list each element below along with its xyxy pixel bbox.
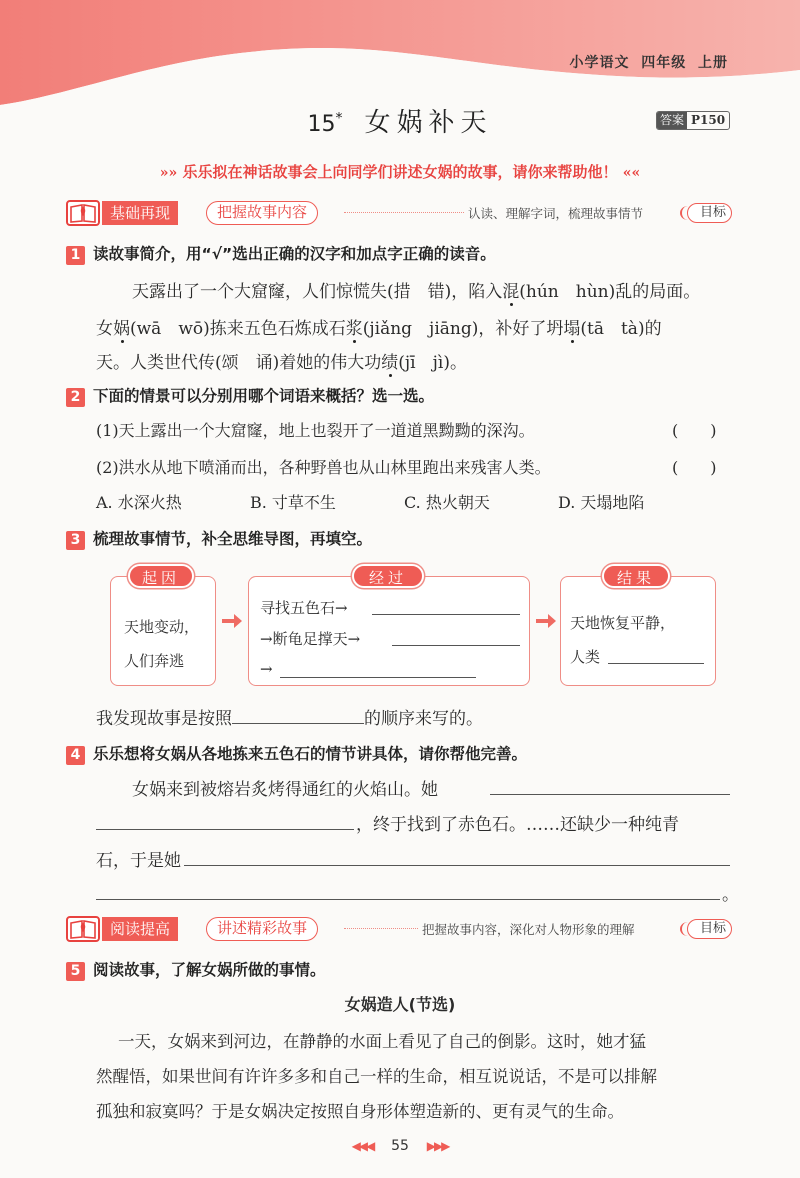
q2-option-d: D. 天塌地陷 bbox=[558, 493, 645, 512]
prev-arrows-icon: ◀◀◀ bbox=[351, 1139, 374, 1153]
book-icon bbox=[66, 916, 100, 942]
mindmap-result-label: 结果 bbox=[602, 564, 670, 588]
question-2 bbox=[66, 384, 434, 407]
mindmap-process-line-3: → bbox=[260, 660, 273, 678]
goal-tag: 目标 bbox=[687, 919, 732, 939]
q4-blank-2[interactable] bbox=[96, 829, 354, 830]
question-number: 1 bbox=[66, 246, 85, 265]
textbook-info: 小学语文 四年级 上册 bbox=[569, 55, 728, 71]
mindmap-result-line-2: 人类 bbox=[570, 648, 601, 666]
mindmap-cause-label: 起因 bbox=[128, 564, 194, 588]
q2-option-a: A. 水深火热 bbox=[96, 493, 182, 512]
section-goal: 认读、理解字词，梳理故事情节 bbox=[468, 206, 644, 221]
task-banner: »» 乐乐拟在神话故事会上向同学们讲述女娲的故事，请你来帮助他！ «« bbox=[159, 163, 641, 181]
lesson-title: 女娲补天 bbox=[364, 108, 493, 138]
q3-fill-sentence: 我发现故事是按照 的顺序来写的。 bbox=[96, 709, 483, 729]
question-number: 5 bbox=[66, 962, 85, 981]
mindmap-process-line-2: →断龟足撑天→ bbox=[260, 630, 361, 648]
question-4 bbox=[66, 742, 527, 765]
question-3 bbox=[66, 527, 372, 550]
goal-tag: 目标 bbox=[687, 203, 732, 223]
q1-line-1: 天露出了一个大窟窿，人们惊慌失(措 错)，陷入混(hún hùn)乱的局面。 bbox=[132, 282, 701, 302]
q1-line-2: 女娲(wā wō)拣来五色石炼成石浆(jiǎng jiāng)，补好了坍塌(tā tà)的 bbox=[96, 319, 662, 339]
question-5 bbox=[66, 958, 326, 981]
answer-page: P150 bbox=[691, 113, 726, 127]
mindmap-cause-line-1: 天地变动， bbox=[124, 618, 200, 636]
question-number: 4 bbox=[66, 746, 85, 765]
q4-blank-1[interactable] bbox=[490, 794, 730, 795]
q2-item-1: (1)天上露出一个大窟窿，地上也裂开了一道道黑黝黝的深沟。 bbox=[96, 421, 535, 440]
section-header-reading bbox=[66, 916, 732, 942]
lesson-star: * bbox=[335, 110, 343, 127]
q2-option-b: B. 寸草不生 bbox=[250, 493, 336, 512]
section-subtitle: 讲述精彩故事 bbox=[206, 917, 318, 941]
q4-blank-4[interactable] bbox=[96, 899, 720, 900]
section-goal: 把握故事内容，深化对人物形象的理解 bbox=[422, 922, 635, 937]
question-text: 梳理故事情节，补全思维导图，再填空。 bbox=[93, 530, 373, 548]
passage-title: 女娲造人(节选) bbox=[344, 995, 456, 1014]
q1-line-3: 天。人类世代传(颂 诵)着她的伟大功绩(jī jì)。 bbox=[96, 353, 467, 373]
q4-line-1: 女娲来到被熔岩炙烤得通红的火焰山。她 bbox=[132, 780, 438, 800]
section-subtitle: 把握故事内容 bbox=[206, 201, 318, 225]
q2-answer-1[interactable]: ( ) bbox=[672, 421, 717, 440]
mindmap-process-line-1: 寻找五色石→ bbox=[260, 599, 348, 617]
answer-reference bbox=[656, 111, 730, 130]
answer-label: 答案 bbox=[657, 112, 687, 129]
mindmap-result-blank[interactable] bbox=[608, 663, 704, 664]
mindmap-process-blank-1[interactable] bbox=[372, 614, 520, 615]
q2-answer-2[interactable]: ( ) bbox=[672, 458, 717, 477]
passage-line-2: 然醒悟，如果世间有许许多多和自己一样的生命，相互说说话，不是可以排解 bbox=[96, 1067, 657, 1086]
question-text: 下面的情景可以分别用哪个词语来概括？选一选。 bbox=[93, 387, 435, 405]
mindmap-cause-line-2: 人们奔逃 bbox=[124, 652, 185, 670]
book-icon bbox=[66, 200, 100, 226]
task-text: 乐乐拟在神话故事会上向同学们讲述女娲的故事，请你来帮助他！ bbox=[182, 163, 618, 181]
passage-line-3: 孤独和寂寞吗？于是女娲决定按照自身形体塑造新的、更有灵气的生命。 bbox=[96, 1102, 624, 1121]
question-number: 2 bbox=[66, 388, 85, 407]
mindmap-process-blank-2[interactable] bbox=[392, 645, 520, 646]
q4-end-mark: 。 bbox=[722, 885, 739, 905]
mindmap-result-line-1: 天地恢复平静， bbox=[570, 614, 676, 632]
q4-line-3: 石，于是她 bbox=[96, 851, 181, 871]
question-text: 阅读故事，了解女娲所做的事情。 bbox=[93, 961, 326, 979]
lesson-number: 15 bbox=[307, 112, 336, 137]
question-1 bbox=[66, 242, 496, 265]
arrow-right-icon bbox=[536, 614, 556, 628]
section-header-basic bbox=[66, 200, 732, 226]
section-title: 基础再现 bbox=[102, 201, 178, 225]
section-title: 阅读提高 bbox=[102, 917, 178, 941]
q4-blank-3[interactable] bbox=[184, 865, 730, 866]
q2-option-c: C. 热火朝天 bbox=[404, 493, 490, 512]
mindmap-process-blank-3[interactable] bbox=[280, 677, 476, 678]
passage-line-1: 一天，女娲来到河边，在静静的水面上看见了自己的倒影。这时，她才猛 bbox=[118, 1032, 646, 1051]
page-footer bbox=[0, 1138, 800, 1154]
q4-line-2: ，终于找到了赤色石。……还缺少一种纯青 bbox=[356, 815, 679, 835]
page-number: 55 bbox=[391, 1138, 409, 1154]
q3-fill-blank[interactable] bbox=[232, 707, 364, 724]
next-arrows-icon: ▶▶▶ bbox=[426, 1139, 449, 1153]
question-number: 3 bbox=[66, 531, 85, 550]
arrow-right-icon bbox=[222, 614, 242, 628]
mindmap-process-label: 经过 bbox=[352, 564, 424, 588]
q2-item-2: (2)洪水从地下喷涌而出，各种野兽也从山林里跑出来残害人类。 bbox=[96, 458, 551, 477]
question-text: 乐乐想将女娲从各地拣来五色石的情节讲具体，请你帮他完善。 bbox=[93, 745, 528, 763]
question-text: 读故事简介，用“√”选出正确的汉字和加点字正确的读音。 bbox=[93, 245, 496, 263]
